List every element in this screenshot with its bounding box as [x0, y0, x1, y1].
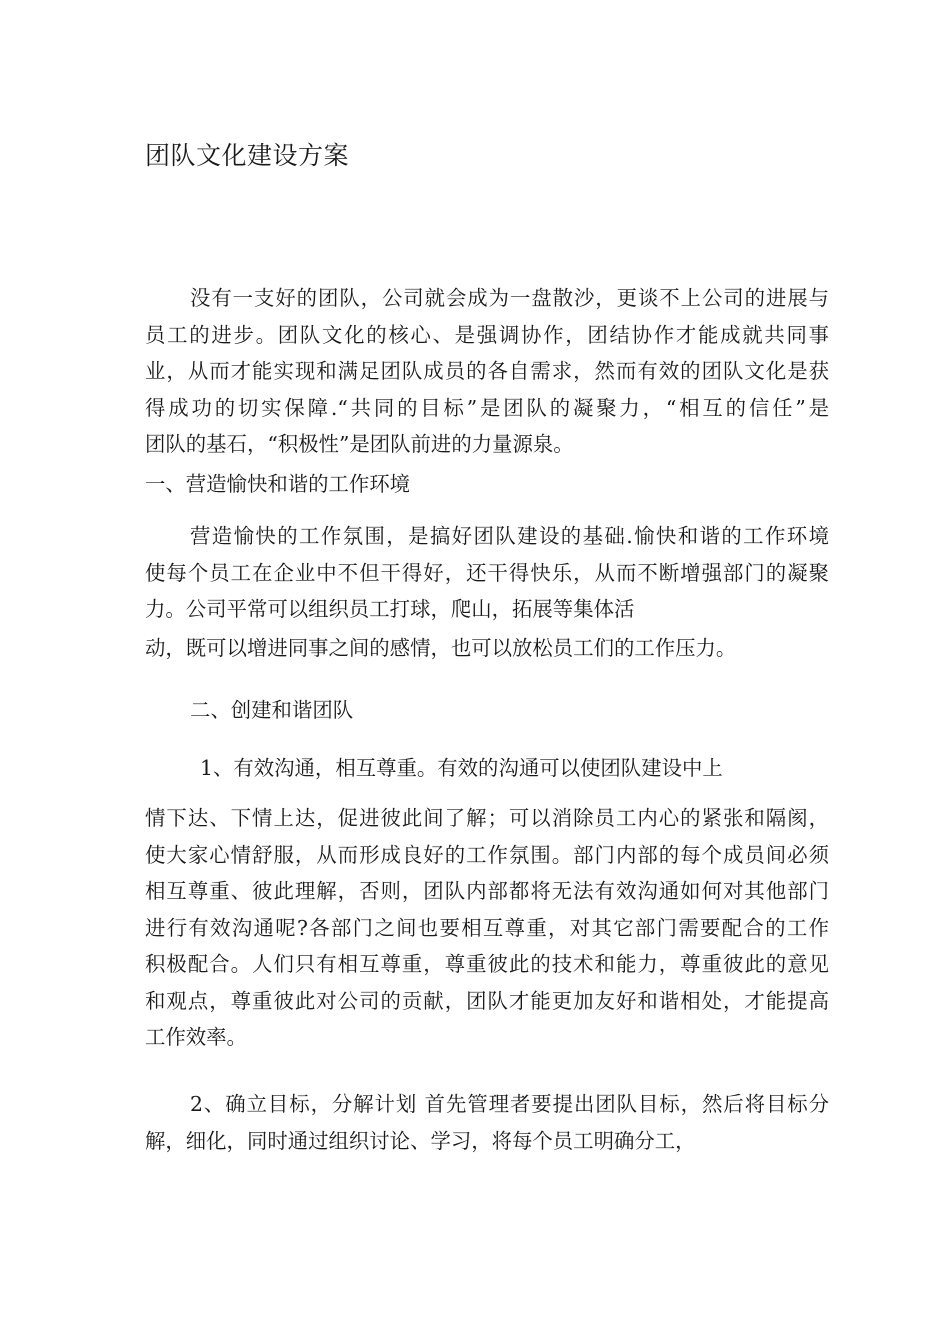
item-1-first-line: 1、有效沟通，相互尊重。有效的沟通可以使团队建设中上 [200, 756, 723, 780]
paragraph-line: 进行有效沟通呢?各部门之间也要相互尊重，对其它部门需要配合的工作 [145, 915, 829, 940]
paragraph-line: 得成功的切实保障.“共同的目标”是团队的凝聚力，“相互的信任”是 [145, 395, 829, 420]
section-1-paragraph [145, 518, 829, 666]
item-1-intro [145, 750, 829, 787]
paragraph-line: 营造愉快的工作氛围，是搞好团队建设的基础.愉快和谐的工作环境 [190, 524, 829, 548]
paragraph-line: 2、确立目标，分解计划 首先管理者要提出团队目标，然后将目标分 [190, 1092, 829, 1116]
document-title: 团队文化建设方案 [145, 141, 350, 170]
paragraph-line: 动，既可以增进同事之间的感情，也可以放松员工们的工作压力。 [145, 635, 737, 660]
paragraph-line: 工作效率。 [145, 1025, 247, 1049]
section-heading: 一、营造愉快和谐的工作环境 [145, 472, 411, 496]
paragraph-line: 情下达、下情上达，促进彼此间了解；可以消除员工内心的紧张和隔阂， [145, 806, 829, 830]
item-2-paragraph [145, 1086, 829, 1159]
paragraph-line: 业，从而才能实现和满足团队成员的各自需求，然而有效的团队文化是获 [145, 359, 829, 383]
paragraph-line: 相互尊重、彼此理解，否则，团队内部都将无法有效沟通如何对其他部门 [145, 879, 829, 903]
paragraph-line: 使每个员工在企业中不但干得好，还干得快乐，从而不断增强部门的凝聚 [145, 560, 829, 585]
paragraph-line: 使大家心情舒服，从而形成良好的工作氛围。部门内部的每个成员间必须 [145, 842, 829, 867]
section-2-heading [145, 692, 829, 729]
item-1-paragraph [145, 800, 829, 1056]
paragraph-line: 解，细化，同时通过组织讨论、学习，将每个员工明确分工， [145, 1128, 696, 1153]
section-1-heading [145, 466, 829, 503]
paragraph-line: 和观点，尊重彼此对公司的贡献，团队才能更加友好和谐相处，才能提高 [145, 988, 829, 1013]
paragraph-line: 力。公司平常可以组织员工打球，爬山，拓展等集体活 [145, 597, 635, 621]
section-heading: 二、创建和谐团队 [190, 698, 354, 722]
paragraph-line: 团队的基石，“积极性”是团队前进的力量源泉。 [145, 432, 574, 456]
intro-paragraph [145, 280, 829, 463]
paragraph-line: 积极配合。人们只有相互尊重，尊重彼此的技术和能力，尊重彼此的意见 [145, 952, 829, 976]
paragraph-line: 没有一支好的团队，公司就会成为一盘散沙，更谈不上公司的进展与 [190, 286, 829, 310]
paragraph-line: 员工的进步。团队文化的核心、是强调协作，团结协作才能成就共同事 [145, 322, 829, 347]
